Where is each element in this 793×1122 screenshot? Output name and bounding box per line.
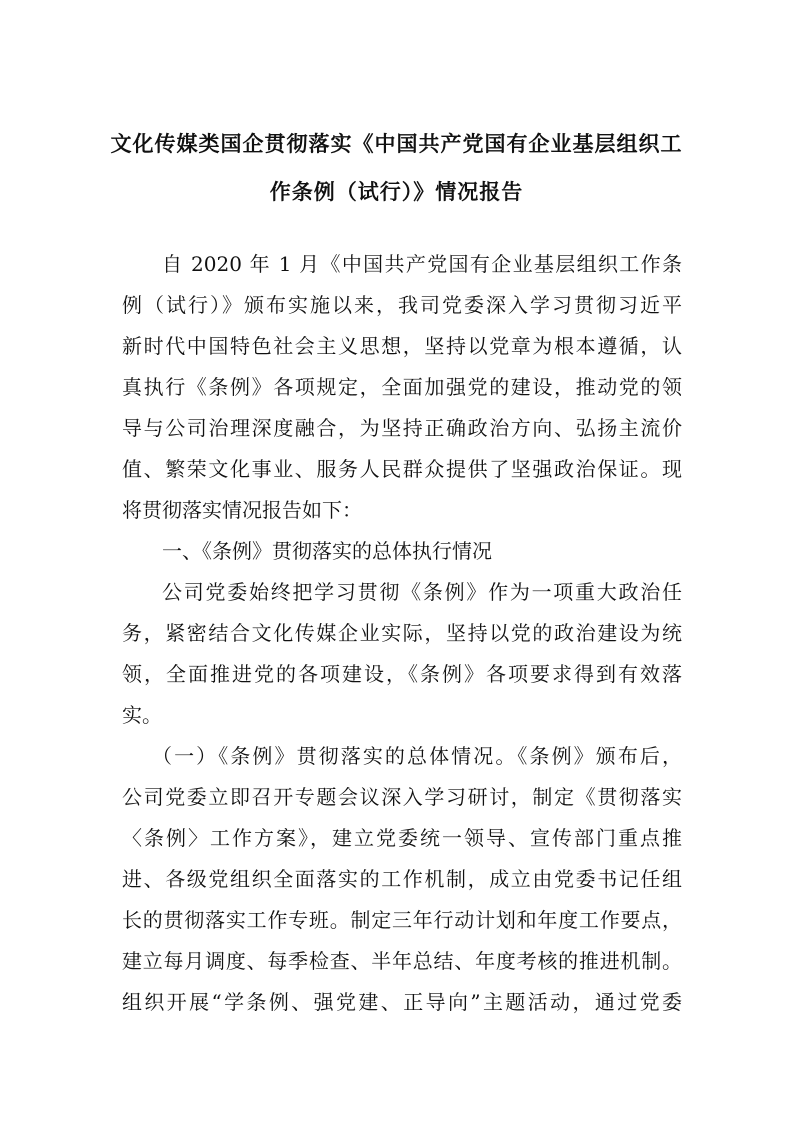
paragraph-1-line: 新时代中国特色社会主义思想，坚持以党章为根本遵循，认 [122, 334, 682, 358]
paragraph-3-line: 组织开展“学条例、强党建、正导向”主题活动，通过党委 [122, 990, 682, 1014]
paragraph-1-line: 真执行《条例》各项规定，全面加强党的建设，推动党的领 [122, 375, 682, 399]
paragraph-2-line: 务，紧密结合文化传媒企业实际，坚持以党的政治建设为统 [122, 621, 682, 645]
paragraph-1-line: 自 2020 年 1 月《中国共产党国有企业基层组织工作条 [162, 252, 682, 276]
paragraph-2-line: 领，全面推进党的各项建设，《条例》各项要求得到有效落 [122, 662, 682, 686]
paragraph-3-line: 长的贯彻落实工作专班。制定三年行动计划和年度工作要点， [122, 908, 682, 932]
paragraph-3-line: 建立每月调度、每季检查、半年总结、年度考核的推进机制。 [122, 949, 682, 973]
section-1-heading: 一、《条例》贯彻落实的总体执行情况 [162, 539, 492, 563]
paragraph-1-line: 将贯彻落实情况报告如下： [122, 498, 362, 522]
paragraph-3-line: 进、各级党组织全面落实的工作机制，成立由党委书记任组 [122, 867, 682, 891]
paragraph-1-line: 导与公司治理深度融合，为坚持正确政治方向、弘扬主流价 [122, 416, 682, 440]
document-title-line-1: 文化传媒类国企贯彻落实《中国共产党国有企业基层组织工 [110, 132, 683, 156]
document-title-line-2: 作条例（试行）》情况报告 [269, 180, 524, 204]
paragraph-3-line: 〈条例〉工作方案》，建立党委统一领导、宣传部门重点推 [122, 826, 682, 850]
paragraph-2-line: 实。 [122, 703, 162, 727]
document-body [122, 244, 682, 1023]
paragraph-2-line: 公司党委始终把学习贯彻《条例》作为一项重大政治任 [162, 580, 682, 604]
paragraph-3-line: （一）《条例》贯彻落实的总体情况。《条例》颁布后， [152, 744, 682, 768]
paragraph-3-line: 公司党委立即召开专题会议深入学习研讨，制定《贯彻落实 [122, 785, 682, 809]
paragraph-1-line: 例（试行）》颁布实施以来，我司党委深入学习贯彻习近平 [122, 293, 682, 317]
paragraph-1-line: 值、繁荣文化事业、服务人民群众提供了坚强政治保证。现 [122, 457, 682, 481]
